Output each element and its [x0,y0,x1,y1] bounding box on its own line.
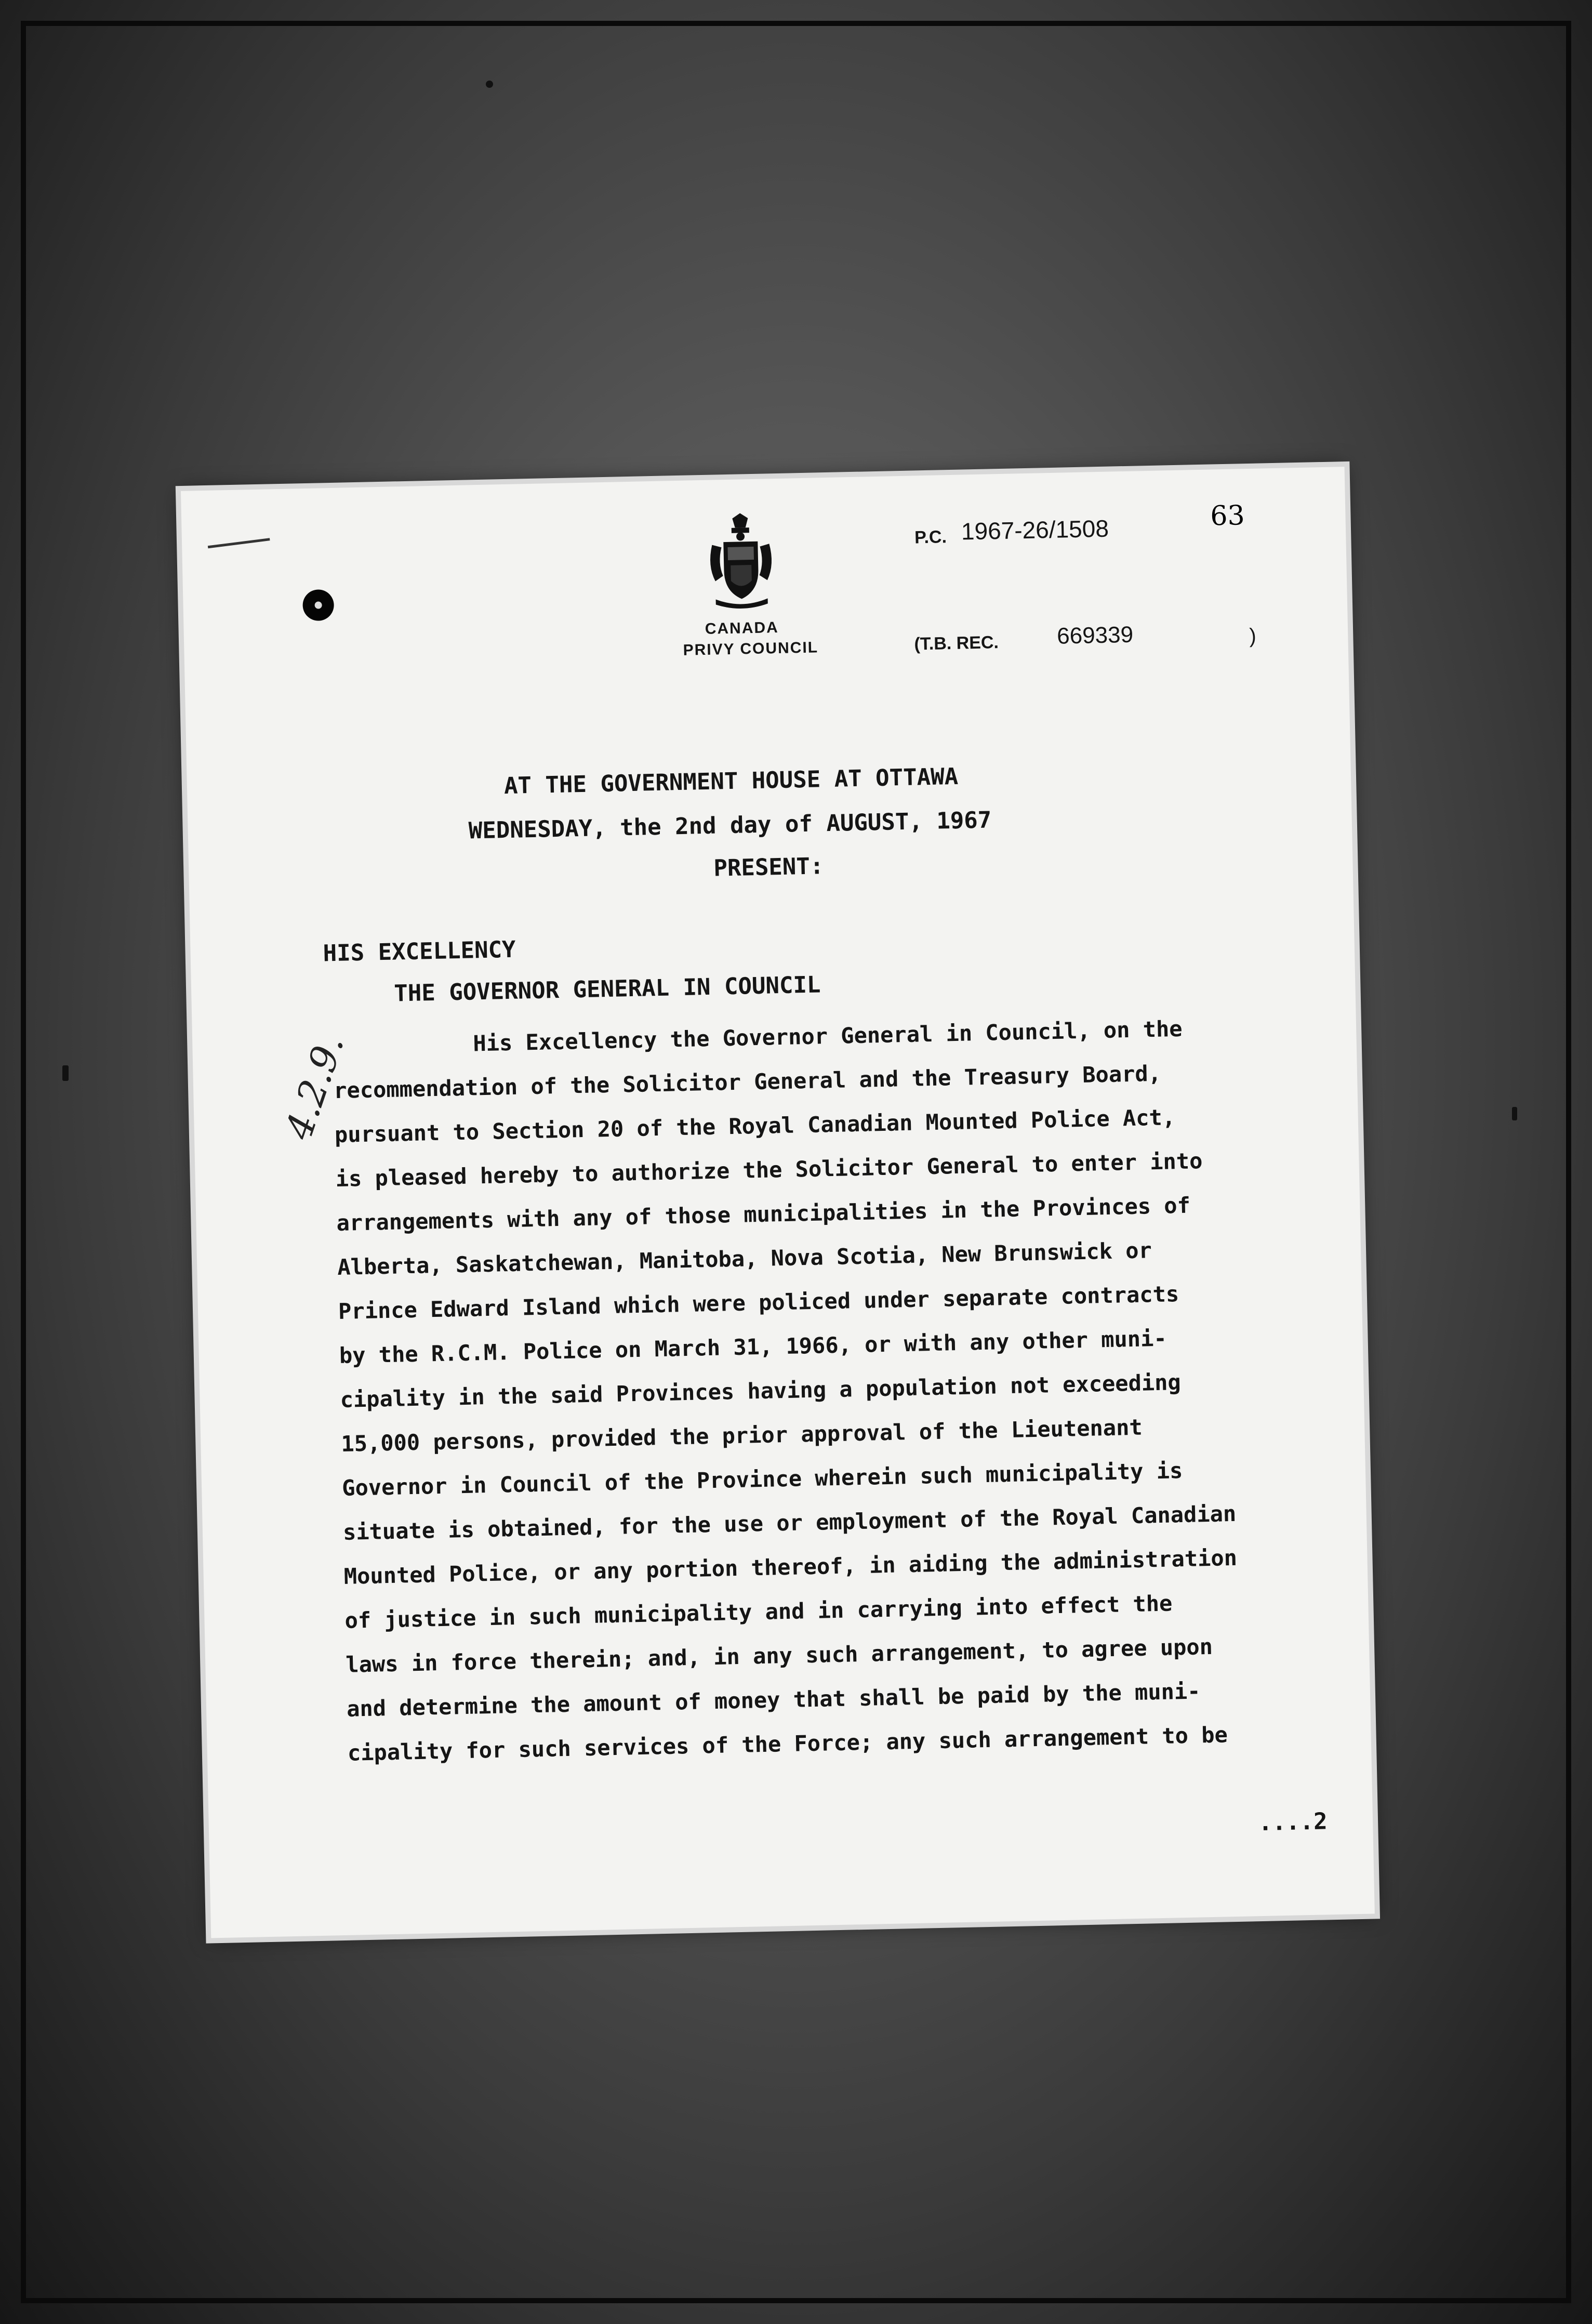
body-line: Alberta, Saskatchewan, Manitoba, Nova Scotia, New Brunswick or [337,1237,1152,1280]
continuation-marker: ....2 [1258,1808,1328,1837]
body-line: by the R.C.M. Police on March 31, 1966, or with any other muni- [339,1325,1168,1368]
tb-rec-label: (T.B. REC. [914,632,999,654]
heading-government-house: AT THE GOVERNMENT HOUSE AT OTTAWA [503,763,959,800]
body-line: cipality for such services of the Force; any such arrangement to be [347,1722,1228,1766]
film-speck [486,81,493,88]
body-line: His Excellency the Governor General in Council, on the [472,1015,1183,1057]
his-excellency: HIS EXCELLENCY [323,936,516,967]
pc-number: 1967-26/1508 [961,514,1109,545]
body-line: is pleased hereby to authorize the Solicitor General to enter into [335,1148,1203,1192]
film-speck [62,1065,69,1081]
body-line: Mounted Police, or any portion thereof, in aiding the administration [343,1544,1238,1589]
page-number: 63 [1210,500,1245,532]
canada-coat-of-arms-icon [701,512,781,610]
document-page [181,467,1375,1938]
handwritten-margin-note: 4.2.9. [276,1029,353,1145]
body-line: 15,000 persons, provided the prior approval of the Lieutenant [340,1414,1143,1457]
body-line: recommendation of the Solicitor General and the Treasury Board, [333,1060,1162,1104]
body-line: of justice in such municipality and in carrying into effect the [344,1590,1173,1633]
body-line: Governor in Council of the Province wherein such municipality is [341,1458,1183,1501]
tb-rec-number: 669339 [1056,622,1134,649]
body-line: cipality in the said Provinces having a population not exceeding [340,1369,1182,1412]
body-line: pursuant to Section 20 of the Royal Canadian Mounted Police Act, [334,1104,1176,1148]
governor-general-in-council: THE GOVERNOR GENERAL IN COUNCIL [393,971,821,1007]
body-line: laws in force therein; and, in any such arrangement, to agree upon [345,1633,1213,1678]
body-line: and determine the amount of money that shall be paid by the muni- [346,1678,1201,1722]
body-line: arrangements with any of those municipalities in the Provinces of [336,1192,1191,1236]
heading-present: PRESENT: [713,853,824,882]
corner-pen-mark [208,538,271,552]
heading-date: WEDNESDAY, the 2nd day of AUGUST, 1967 [468,807,992,844]
header-privy-council: PRIVY COUNCIL [683,639,819,659]
body-line: situate is obtained, for the use or employment of the Royal Canadian [342,1500,1237,1545]
body-line: Prince Edward Island which were policed under separate contracts [338,1281,1179,1324]
header-canada: CANADA [705,618,779,638]
film-speck [1512,1107,1517,1120]
pc-label: P.C. [914,527,947,548]
tb-rec-close-paren: ) [1249,624,1257,648]
